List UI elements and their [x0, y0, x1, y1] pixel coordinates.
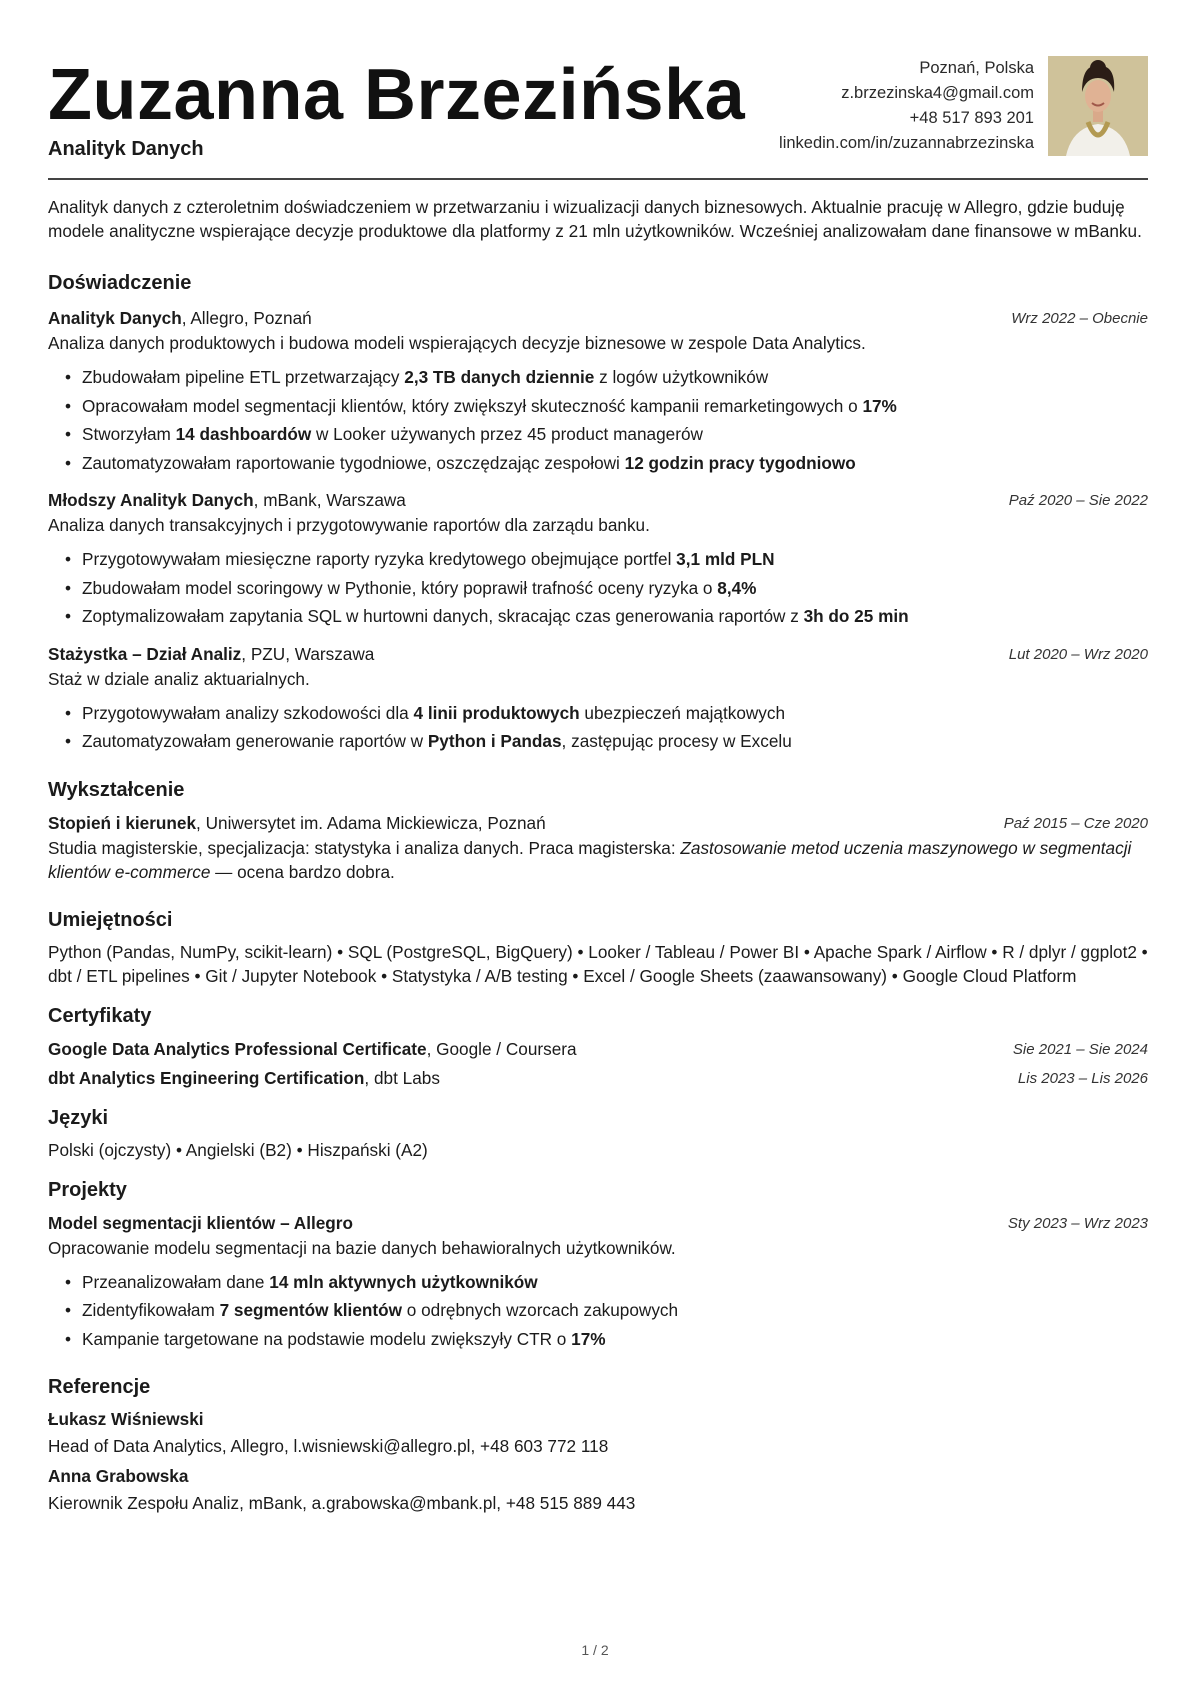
- contact-linkedin[interactable]: linkedin.com/in/zuzannabrzezinska: [779, 134, 1034, 152]
- list-item: • Kampanie targetowane na podstawie modelu zwiększyły CTR o 17%: [82, 1325, 1148, 1354]
- job-dates: Lut 2020 – Wrz 2020: [1008, 645, 1148, 663]
- education-heading: Wykształcenie: [48, 778, 185, 801]
- reference-name: Łukasz Wiśniewski: [48, 1409, 204, 1429]
- experience-section: [48, 271, 1148, 756]
- job-company: , mBank, Warszawa: [253, 490, 406, 510]
- reference-details: Kierownik Zespołu Analiz, mBank, a.grabowska@mbank.pl, +48 515 889 443: [48, 1493, 636, 1513]
- job-description: Analiza danych produktowych i budowa modeli wspierających decyzje biznesowe w zespole Data Analytics.: [48, 333, 866, 353]
- education-degree: Stopień i kierunek: [48, 812, 197, 833]
- list-item: • Przeanalizowałam dane 14 mln aktywnych użytkowników: [82, 1268, 1148, 1297]
- references-heading: Referencje: [48, 1376, 151, 1398]
- candidate-role: Analityk Danych: [48, 138, 204, 160]
- job-dates: Paź 2020 – Sie 2022: [1008, 492, 1148, 509]
- certificates-section: [48, 1004, 1148, 1094]
- job-position: Analityk Danych: [48, 308, 182, 328]
- job-position: Stażystka – Dział Analiz: [48, 643, 242, 664]
- header-divider: [48, 178, 1148, 180]
- page-number: 1 / 2: [581, 1642, 609, 1658]
- job-entry: [48, 641, 1148, 756]
- job-company: , PZU, Warszawa: [241, 643, 375, 664]
- profile-photo-image: [1048, 56, 1148, 156]
- certificate-issuer: , Google / Coursera: [426, 1038, 577, 1059]
- contact-block: [779, 56, 1034, 156]
- list-item: • Opracowałam model segmentacji klientów, który zwiększył skuteczność kampanii remarketingowych o 17%: [82, 392, 1148, 421]
- job-company: , Allegro, Poznań: [181, 308, 312, 328]
- job-dates: Wrz 2022 – Obecnie: [1011, 310, 1148, 327]
- education-description: Studia magisterskie, specjalizacja: statystyka i analiza danych. Praca magisterska: Zastosowanie metod uczenia maszynowego w segmentacji klientów e-commerce — ocena bardzo dobra.: [48, 837, 1132, 882]
- resume-body: [48, 195, 1148, 1515]
- certificate-item: [48, 1036, 1148, 1065]
- project-dates: Sty 2023 – Wrz 2023: [1007, 1214, 1148, 1232]
- reference-name: Anna Grabowska: [48, 1466, 189, 1486]
- project-name: Model segmentacji klientów – Allegro: [48, 1212, 353, 1233]
- list-item: • Zidentyfikowałam 7 segmentów klientów o odrębnych wzorcach zakupowych: [82, 1296, 1148, 1325]
- job-description: Staż w dziale analiz aktuarialnych.: [48, 668, 310, 689]
- contact-location: Poznań, Polska: [919, 59, 1034, 77]
- job-description: Analiza danych transakcyjnych i przygotowywanie raportów dla zarządu banku.: [48, 515, 650, 535]
- certificate-dates: Sie 2021 – Sie 2024: [1012, 1040, 1148, 1058]
- job-bullets: [48, 699, 1148, 756]
- list-item: • Przygotowywałam miesięczne raporty ryzyka kredytowego obejmujące portfel 3,1 mld PLN: [82, 545, 1148, 574]
- job-entry: [48, 487, 1148, 631]
- list-item: • Zbudowałam pipeline ETL przetwarzający 2,3 TB danych dziennie z logów użytkowników: [82, 363, 1148, 392]
- education-section: [48, 778, 1148, 884]
- certificate-name: dbt Analytics Engineering Certification: [48, 1067, 365, 1088]
- skills-heading: Umiejętności: [48, 908, 173, 931]
- candidate-name: Zuzanna Brzezińska: [48, 55, 746, 135]
- contact-email[interactable]: z.brzezinska4@gmail.com: [841, 84, 1034, 102]
- languages-text: Polski (ojczysty) • Angielski (B2) • Hiszpański (A2): [48, 1139, 428, 1160]
- certificate-dates: Lis 2023 – Lis 2026: [1017, 1069, 1148, 1087]
- contact-phone[interactable]: +48 517 893 201: [909, 109, 1034, 127]
- list-item: • Stworzyłam 14 dashboardów w Looker używanych przez 45 product managerów: [82, 420, 1148, 449]
- experience-heading: Doświadczenie: [48, 272, 192, 294]
- list-item: • Zoptymalizowałam zapytania SQL w hurtowni danych, skracając czas generowania raportów z 3h do 25 min: [82, 602, 1148, 631]
- education-school: , Uniwersytet im. Adama Mickiewicza, Poznań: [196, 812, 546, 833]
- summary-text: Analityk danych z czteroletnim doświadczeniem w przetwarzaniu i wizualizacji danych biznesowych. Aktualnie pracuję w Allegro, gdzie buduję modele analityczne wspierające decyzje produktowe dla platformy z 21 mln użytkowników. Wcześniej analizowałam dane finansowe w mBanku.: [48, 197, 1142, 241]
- certificate-item: [48, 1065, 1148, 1094]
- reference-item: [48, 1407, 1148, 1458]
- project-description: Opracowanie modelu segmentacji na bazie danych behawioralnych użytkowników.: [48, 1237, 676, 1258]
- references-section: [48, 1375, 1148, 1515]
- certificate-name: Google Data Analytics Professional Certificate: [48, 1038, 427, 1059]
- projects-section: [48, 1178, 1148, 1354]
- list-item: • Przygotowywałam analizy szkodowości dla 4 linii produktowych ubezpieczeń majątkowych: [82, 699, 1148, 728]
- job-bullets: [48, 545, 1148, 631]
- education-dates: Paź 2015 – Cze 2020: [1003, 814, 1148, 832]
- languages-section: [48, 1106, 1148, 1162]
- certificate-issuer: , dbt Labs: [364, 1067, 440, 1088]
- profile-photo: [1048, 56, 1148, 156]
- skills-section: [48, 908, 1148, 988]
- list-item: • Zbudowałam model scoringowy w Pythonie, który poprawił trafność oceny ryzyka o 8,4%: [82, 574, 1148, 603]
- reference-details: Head of Data Analytics, Allegro, l.wisniewski@allegro.pl, +48 603 772 118: [48, 1436, 609, 1456]
- reference-item: [48, 1464, 1148, 1515]
- languages-heading: Języki: [48, 1106, 109, 1129]
- job-position: Młodszy Analityk Danych: [48, 490, 254, 510]
- list-item: • Zautomatyzowałam raportowanie tygodniowe, oszczędzając zespołowi 12 godzin pracy tygodniowo: [82, 449, 1148, 478]
- list-item: • Zautomatyzowałam generowanie raportów w Python i Pandas, zastępując procesy w Excelu: [82, 727, 1148, 756]
- certificates-heading: Certyfikaty: [48, 1004, 152, 1027]
- resume-page: [48, 0, 1148, 1683]
- project-bullets: [48, 1268, 1148, 1354]
- job-bullets: [48, 363, 1148, 477]
- projects-heading: Projekty: [48, 1178, 127, 1201]
- skills-text: Python (Pandas, NumPy, scikit-learn) • SQL (PostgreSQL, BigQuery) • Looker / Tableau / Power BI • Apache Spark / Airflow • R / dplyr / ggplot2 • dbt / ETL pipelines • Git / Jupyter Notebook • Statystyka / A/B testing • Excel / Google Sheets (zaawansowany) • Google Cloud Platform: [48, 941, 1148, 986]
- job-entry: [48, 305, 1148, 477]
